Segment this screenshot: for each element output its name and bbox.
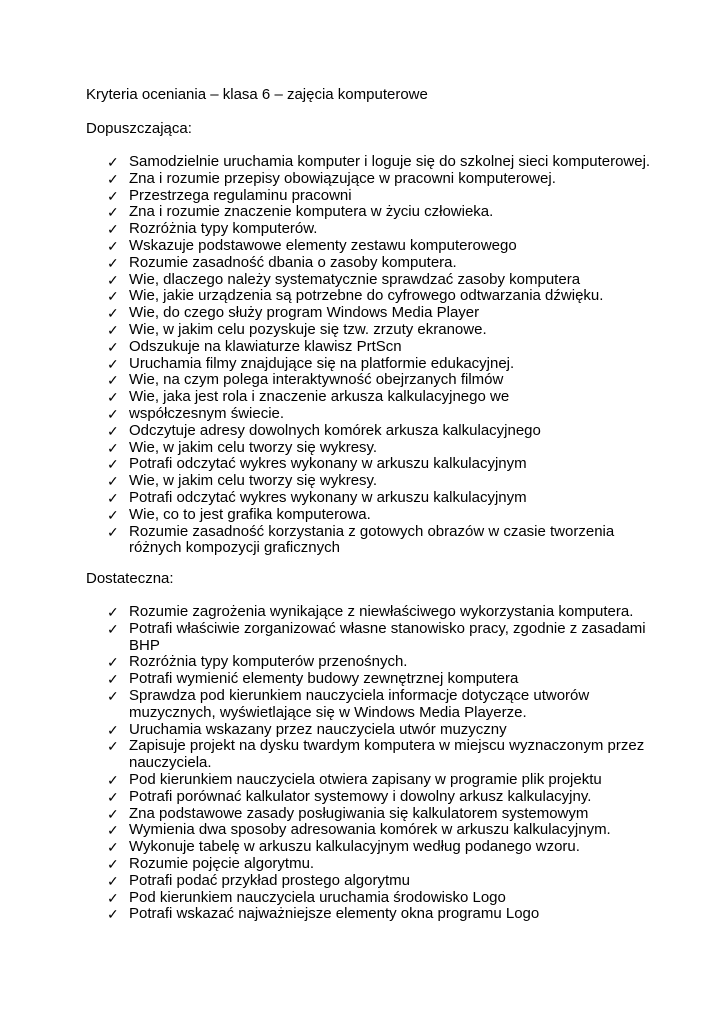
list-item (107, 288, 667, 305)
list-item (107, 688, 667, 722)
list-item-text: Zna i rozumie przepisy obowiązujące w pracowni komputerowej. (129, 169, 556, 187)
list-item-text: Wykonuje tabelę w arkuszu kalkulacyjnym według podanego wzoru. (129, 838, 580, 856)
checkmark-icon: ✓ (107, 372, 119, 389)
list-item (107, 171, 667, 188)
checkmark-icon: ✓ (107, 523, 119, 540)
list-item (107, 738, 667, 772)
checkmark-icon: ✓ (107, 405, 119, 422)
checkmark-icon: ✓ (107, 355, 119, 372)
list-item-text: Zna i rozumie znaczenie komputera w życiu człowieka. (129, 203, 494, 221)
checkmark-icon: ✓ (107, 889, 119, 906)
checkmark-icon: ✓ (107, 855, 119, 872)
list-item-text: Rozróżnia typy komputerów. (129, 220, 318, 238)
checkmark-icon: ✓ (107, 906, 119, 923)
list-item-text: Wie, jakie urządzenia są potrzebne do cyfrowego odtwarzania dźwięku. (129, 287, 604, 305)
list-item (107, 654, 667, 671)
list-item-text: Rozróżnia typy komputerów przenośnych. (129, 653, 408, 671)
checkmark-icon: ✓ (107, 721, 119, 738)
list-item (107, 305, 667, 322)
list-item (107, 524, 667, 558)
list-item (107, 389, 667, 406)
list-item (107, 339, 667, 356)
checkmark-icon: ✓ (107, 738, 119, 755)
checkmark-icon: ✓ (107, 154, 119, 170)
page-title: Kryteria oceniania – klasa 6 – zajęcia komputerowe (86, 86, 428, 103)
checkmark-icon: ✓ (107, 321, 119, 338)
checkmark-icon: ✓ (107, 187, 119, 204)
list-item-text: Potrafi porównać kalkulator systemowy i dowolny arkusz kalkulacyjny. (129, 787, 592, 805)
list-item-text: współczesnym świecie. (129, 404, 285, 422)
checkmark-icon: ✓ (107, 456, 119, 473)
checkmark-icon: ✓ (107, 822, 119, 839)
list-item-text: Potrafi podać przykład prostego algorytmu (129, 871, 410, 889)
list-item-text: Pod kierunkiem nauczyciela uruchamia środowisko Logo (129, 888, 506, 906)
checkmark-icon: ✓ (107, 389, 119, 406)
checkmark-icon: ✓ (107, 872, 119, 889)
checkmark-icon: ✓ (107, 654, 119, 671)
section-heading-dopuszczajaca: Dopuszczająca: (86, 120, 192, 137)
checkmark-icon: ✓ (107, 422, 119, 439)
checkmark-icon: ✓ (107, 771, 119, 788)
list-item-text: Rozumie zagrożenia wynikające z niewłaściwego wykorzystania komputera. (129, 603, 634, 620)
list-item (107, 789, 667, 806)
list-item (107, 507, 667, 524)
list-item-text: Odczytuje adresy dowolnych komórek arkusza kalkulacyjnego (129, 421, 541, 439)
list-item-text: Przestrzega regulaminu pracowni (129, 186, 352, 204)
list-item (107, 806, 667, 823)
list-item (107, 822, 667, 839)
list-item (107, 322, 667, 339)
list-item-text: Uruchamia wskazany przez nauczyciela utwór muzyczny (129, 720, 507, 738)
list-item-text: Potrafi właściwie zorganizować własne stanowisko pracy, zgodnie z zasadami BHP (129, 619, 646, 654)
list-item (107, 188, 667, 205)
list-item-text: Zna podstawowe zasady posługiwania się kalkulatorem systemowym (129, 804, 589, 822)
list-item-text: Wie, jaka jest rola i znaczenie arkusza kalkulacyjnego we (129, 388, 510, 406)
checkmark-icon: ✓ (107, 221, 119, 238)
checkmark-icon: ✓ (107, 338, 119, 355)
checkmark-icon: ✓ (107, 489, 119, 506)
list-item (107, 906, 667, 923)
list-item-text: Odszukuje na klawiaturze klawisz PrtScn (129, 337, 402, 355)
list-item (107, 722, 667, 739)
list-item-text: Wie, dlaczego należy systematycznie sprawdzać zasoby komputera (129, 270, 581, 288)
list-item (107, 372, 667, 389)
checkmark-icon: ✓ (107, 170, 119, 187)
list-item-text: Potrafi odczytać wykres wykonany w arkuszu kalkulacyjnym (129, 455, 527, 473)
list-item-text: Rozumie zasadność korzystania z gotowych obrazów w czasie tworzenia różnych kompozycji graficznych (129, 522, 615, 557)
list-item-text: Samodzielnie uruchamia komputer i loguje się do szkolnej sieci komputerowej. (129, 153, 651, 170)
list-item (107, 238, 667, 255)
list-item-text: Wie, w jakim celu tworzy się wykresy. (129, 472, 378, 490)
criteria-list-dostateczna (107, 604, 667, 923)
list-item (107, 406, 667, 423)
list-item (107, 272, 667, 289)
checkmark-icon: ✓ (107, 839, 119, 856)
checkmark-icon: ✓ (107, 506, 119, 523)
checkmark-icon: ✓ (107, 604, 119, 620)
list-item-text: Potrafi wymienić elementy budowy zewnętrznej komputera (129, 670, 519, 688)
list-item (107, 772, 667, 789)
list-item (107, 890, 667, 907)
criteria-list-dopuszczajaca (107, 154, 667, 557)
checkmark-icon: ✓ (107, 271, 119, 288)
list-item-text: Sprawdza pod kierunkiem nauczyciela informacje dotyczące utworów muzycznych, wyświetlające się w Windows Media Playerze. (129, 686, 590, 721)
list-item (107, 423, 667, 440)
list-item (107, 873, 667, 890)
list-item-text: Zapisuje projekt na dysku twardym komputera w miejscu wyznaczonym przez nauczyciela. (129, 737, 645, 772)
list-item-text: Wymienia dwa sposoby adresowania komórek w arkuszu kalkulacyjnym. (129, 821, 611, 839)
list-item (107, 856, 667, 873)
list-item-text: Wie, w jakim celu tworzy się wykresy. (129, 438, 378, 456)
checkmark-icon: ✓ (107, 687, 119, 704)
list-item (107, 356, 667, 373)
list-item (107, 473, 667, 490)
list-item-text: Rozumie pojęcie algorytmu. (129, 854, 315, 872)
list-item (107, 154, 667, 171)
list-item-text: Wie, na czym polega interaktywność obejrzanych filmów (129, 371, 504, 389)
checkmark-icon: ✓ (107, 620, 119, 637)
list-item-text: Potrafi wskazać najważniejsze elementy okna programu Logo (129, 905, 540, 923)
checkmark-icon: ✓ (107, 671, 119, 688)
list-item (107, 456, 667, 473)
list-item-text: Wie, co to jest grafika komputerowa. (129, 505, 371, 523)
checkmark-icon: ✓ (107, 204, 119, 221)
checkmark-icon: ✓ (107, 254, 119, 271)
checkmark-icon: ✓ (107, 305, 119, 322)
list-item (107, 604, 667, 621)
checkmark-icon: ✓ (107, 237, 119, 254)
list-item (107, 204, 667, 221)
checkmark-icon: ✓ (107, 288, 119, 305)
list-item-text: Potrafi odczytać wykres wykonany w arkuszu kalkulacyjnym (129, 488, 527, 506)
checkmark-icon: ✓ (107, 439, 119, 456)
list-item (107, 440, 667, 457)
list-item-text: Wskazuje podstawowe elementy zestawu komputerowego (129, 236, 517, 254)
checkmark-icon: ✓ (107, 473, 119, 490)
checkmark-icon: ✓ (107, 805, 119, 822)
checkmark-icon: ✓ (107, 788, 119, 805)
list-item-text: Wie, do czego służy program Windows Media Player (129, 304, 480, 322)
list-item (107, 671, 667, 688)
section-heading-dostateczna: Dostateczna: (86, 570, 174, 587)
list-item-text: Wie, w jakim celu pozyskuje się tzw. zrzuty ekranowe. (129, 320, 487, 338)
list-item-text: Pod kierunkiem nauczyciela otwiera zapisany w programie plik projektu (129, 770, 602, 788)
list-item (107, 621, 667, 655)
list-item (107, 255, 667, 272)
list-item (107, 839, 667, 856)
list-item-text: Uruchamia filmy znajdujące się na platformie edukacyjnej. (129, 354, 515, 372)
list-item (107, 221, 667, 238)
list-item (107, 490, 667, 507)
list-item-text: Rozumie zasadność dbania o zasoby komputera. (129, 253, 457, 271)
